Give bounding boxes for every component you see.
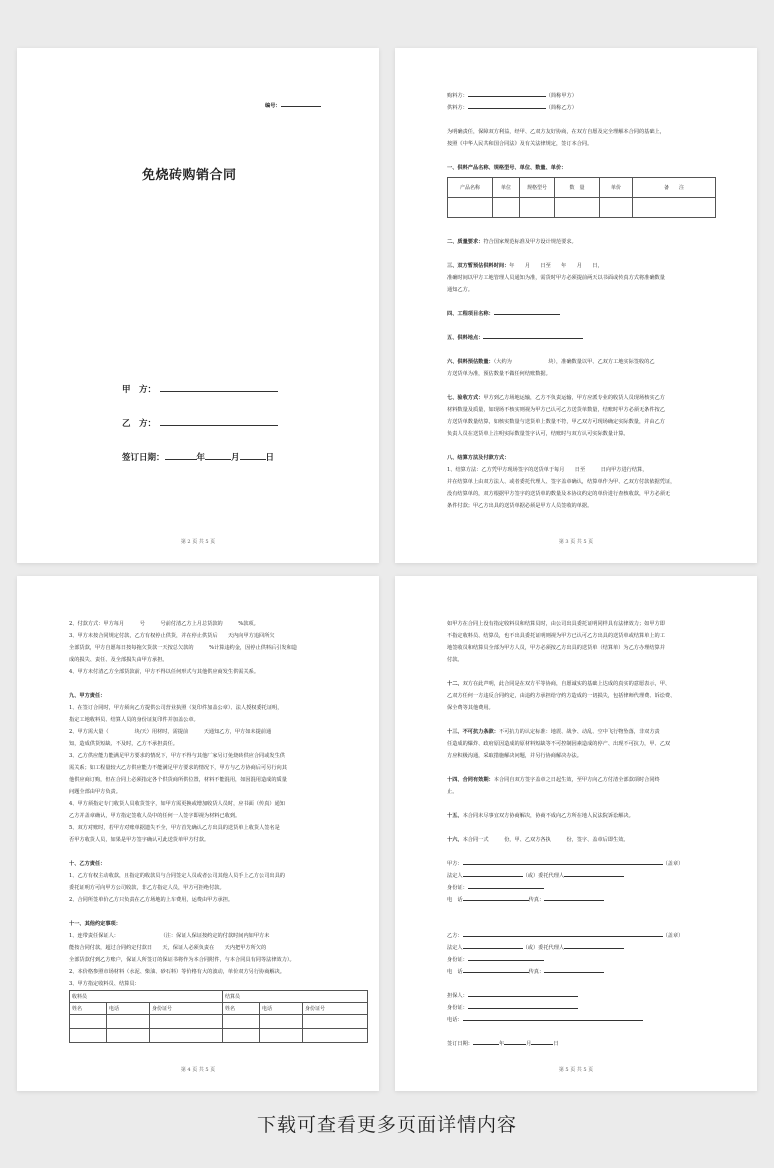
guarantor-id-label: 身份证： [447,1005,468,1011]
sign-a-line [463,858,663,865]
guarantor-id-row [447,1002,578,1014]
section-9-line: 3、乙方供应能力能满足甲方要求的情况下，甲方不得与其他厂家另订免烧砖供应合同或发生供 [69,753,285,759]
section-3-line-3: 通知乙方。 [447,287,473,293]
tel-label: 电 话 [447,897,463,903]
party-b-label: 乙 方： [122,419,157,429]
table-cell [303,1015,368,1029]
guarantor-tel-line [463,1014,643,1021]
party-a-line [160,385,278,392]
month-label: 月 [526,1041,532,1047]
section-9-line: 4、甲方须指定专门收货人员收货签字，如甲方需更换或增加收货人员时，应书面（传真）通知 [69,801,285,807]
table-cell [260,1015,303,1029]
table-header-cell: 备 注 [633,178,716,198]
section-6-line-2: 方送货单为准，预估数量不做任何结账数据。 [447,371,551,377]
section-7 [447,392,665,404]
sign-a-tel [447,894,604,906]
intro-line-1: 为明确责任，保障双方利益，经甲、乙双方友好协商，在双方自愿及完全理解本合同的基础上， [447,129,665,135]
top-line: 付款。 [447,657,463,663]
section-13 [447,726,660,738]
sign-b-party [447,930,683,942]
id-line [468,882,544,889]
section-6-heading: 六、供料预估数量： [447,359,494,365]
section-12-line: 保全费等其他费用。 [447,705,494,711]
tel-label: 电 话 [447,969,463,975]
table-cell [70,1015,107,1029]
section-9-line: 5、双方对账时，若甲方对账单据遗失不全，甲方首先确认乙方出具的送货单上收货人签名是 [69,825,280,831]
agent-label: （或）委托代理人 [522,945,565,951]
party-a-label: 甲 方： [122,385,157,395]
section-6 [447,356,655,368]
col-phone: 电话 [107,1003,150,1015]
section-9-line: 否甲方收货人员，如果是甲方签字确认可此送货单甲方付款。 [69,837,210,843]
product-table [447,177,716,218]
party-a-row [122,383,278,395]
section-4 [447,308,560,320]
section-9-heading: 九、甲方责任： [69,693,106,699]
year-label: 年 [498,1041,505,1047]
section-9-line: 问题全部由甲方负责。 [69,789,121,795]
section-9-line: 1、在签订合同时，甲方须向乙方提供公司营业执照（复印件加盖公章）、法人授权委托证明， [69,705,283,711]
page-number: 第 3 页 共 5 页 [558,539,594,545]
table-cell [555,198,600,218]
section-12-heading: 十二、 [447,681,463,687]
table-cell [600,198,633,218]
table-header-cell: 产品名称 [448,178,493,198]
guarantor-tel-label: 电话： [447,1017,463,1023]
section-6-text: （大约为 块），准确数量以甲、乙双方工地实际签收的乙 [493,359,655,365]
agent-line [564,870,624,877]
agent-label: （或）委托代理人 [522,873,565,879]
page-title: 免烧砖购销合同 [142,168,237,183]
supplier-row [447,102,577,114]
sign-b-line [463,930,663,937]
section-11-line: 3、甲方指定收料员、结算员： [69,981,140,987]
legal-label: 法定人 [447,945,463,951]
guarantor-tel-row [447,1014,643,1026]
section-3 [447,260,603,272]
id-line [468,954,544,961]
table-cell [150,1029,223,1043]
section-4-heading: 四、工程项目名称： [447,311,494,317]
section-15 [447,810,634,822]
month-line [205,453,231,460]
page-terms-2 [17,576,379,1091]
table-cell [303,1029,368,1043]
section-13-heading: 十三、不可抗力条款： [447,729,499,735]
payment-line: 2、付款方式：甲方每月 号 号前付清乙方上月总货款的 %款项。 [69,621,259,627]
fax-label: 传真： [528,897,545,903]
top-line: 地签收员和结算员全部为甲方人员，甲方必须按乙方出具的送货单（结算单）为乙方办理结算并 [447,645,665,651]
section-5 [447,332,583,344]
supplier-abbr: （简称乙方） [545,105,577,111]
buyer-row [447,90,577,102]
table-cell [223,1015,260,1029]
section-10-line: 2、合同所签单价乙方只负责在乙方场地的上车费用，运费由甲方承担。 [69,897,234,903]
table-header-cell: 规格型号 [520,178,555,198]
sign-date-label: 签订日期： [447,1041,473,1047]
contract-number-row [265,100,321,112]
page-cover [17,48,379,563]
section-11-line: 2、本价格参照市场材料（水泥、柴油、砂石料）等价格有大的波动，单价双方另行协商解决。 [69,969,285,975]
col-id: 身份证号 [150,1003,223,1015]
section-14-line: 止。 [447,789,458,795]
section-13-line: 方应积极沟通，采取措施解决问题，并另行协商解决办法。 [447,753,582,759]
page-number: 第 2 页 共 5 页 [180,539,216,545]
sign-b-id [447,954,544,966]
section-9-line: 他供应商订购，但在合同上必须指定各个供货商所供位置，材料不能混用，如因混用造成的质量 [69,777,287,783]
guarantor-row [447,990,578,1002]
payment-line: 3、甲方未按合同规定付款，乙方有权停止供货，并在停止供货后 天内向甲方追回所欠 [69,633,275,639]
col-phone: 电话 [260,1003,303,1015]
day-label: 日 [265,453,275,463]
section-7-heading: 七、验收方式： [447,395,484,401]
sign-b-legal [447,942,624,954]
sign-a-seal: （盖章） [662,861,684,867]
page-number: 第 5 页 共 5 页 [558,1067,594,1073]
section-8-line: 1、结算方法：乙方凭甲方现场签字的送货单于每月 日至 日向甲方进行结算， [447,467,648,473]
legal-line [463,942,523,949]
section-3-text: 年 月 日至 年 月 日， [509,263,603,269]
location-line [483,332,583,339]
id-label: 身份证： [447,957,468,963]
sign-date-row [447,1038,559,1050]
table-cell [223,1029,260,1043]
section-10-heading: 十、乙方责任： [69,861,106,867]
section-15-text: 本合同未尽事宜双方协商解决，协商不成向乙方所在地人民法院诉讼解决。 [462,813,634,819]
section-12-line: 乙双方任何一方违反合同约定，由违约方承担给守约方造成的一切损失，包括律师代理费、诉讼费、 [447,693,676,699]
section-7-line: 方送货单数量结算，如核实数量与送货单上数量不符，甲乙双方可现场确定实际数量，并由乙方 [447,419,665,425]
year-label: 年 [196,453,206,463]
table-cell [107,1015,150,1029]
section-9-line: 指定工地收料员、结算人员的身份证复印件并加盖公章。 [69,717,199,723]
section-10-line: 1、乙方有权主动收款，且指定的收款员与合同签定人员或者公司其他人员手上乙方公司出具的 [69,873,285,879]
section-3-line-2: 准确时间以甲方工地管理人员通知为准，需货时甲方必须提前两天以书面或传真方式将准确数量 [447,275,665,281]
fax-line [544,966,604,973]
page-terms-3 [395,576,757,1091]
section-13-line: 任造成的爆炸、政府原因造成的原材料短缺等不可控制因素造成的停产、出现不可抗力，甲、乙双 [447,741,671,747]
day-line [531,1038,553,1045]
section-16-heading: 十六、 [447,837,463,843]
table-header-cell: 单价 [600,178,633,198]
sign-b-label: 乙方： [447,933,463,939]
section-5-heading: 五、供料地点： [447,335,484,341]
section-9-line: 乙方并盖章确认，甲方指定签收人员中的任何一人签字即视为材料已收到。 [69,813,241,819]
tel-line [463,966,529,973]
month-label: 月 [231,453,240,463]
guarantor-id-line [468,1002,578,1009]
section-16-text: 本合同一式 份，甲、乙双方各执 份，签字、盖章后即生效。 [462,837,629,843]
sign-a-id [447,882,544,894]
col-name: 姓名 [70,1003,107,1015]
buyer-abbr: （简称甲方） [545,93,577,99]
section-7-line: 材料数量及质量，如现场不核实则视为甲方已认可乙方送货单数量，结账时甲方必须无条件按乙 [447,407,665,413]
section-14-text: 本合同自双方签字盖章之日起生效，至甲方向乙方付清全部款项时合同终 [493,777,660,783]
section-9-line: 2、甲方需大量（ 块/天）用材时，需提前 天通知乙方，甲方如未提前通 [69,729,272,735]
section-10-line: 委托证明方可向甲方公司收款，非乙方指定人员，甲方可拒绝付款。 [69,885,225,891]
receiver-header: 收料员 [70,991,223,1003]
table-cell [260,1029,303,1043]
agent-line [564,942,624,949]
table-cell [520,198,555,218]
intro-line-2: 按照《中华人民共和国合同法》及有关法律规定，签订本合同。 [447,141,593,147]
contract-number-line [281,100,321,107]
table-cell [150,1015,223,1029]
party-b-line [160,419,278,426]
section-9-line: 需关系；如工程量较大乙方供应能力不能满足甲方要求的情况下，甲方与乙方协商后可另行向其 [69,765,287,771]
section-14 [447,774,660,786]
sign-a-label: 甲方： [447,861,463,867]
page-number: 第 4 页 共 5 页 [180,1067,216,1073]
sign-date-label: 签订日期： [122,453,165,463]
table-cell [493,198,520,218]
supplier-label: 供料方： [447,105,468,111]
table-cell [448,198,493,218]
top-line: 如甲方在合同上没有指定收料员和结算员时，由公司出具委托证明同样具有法律效力；如甲方即 [447,621,665,627]
table-header-cell: 单位 [493,178,520,198]
year-line [165,453,197,460]
col-id: 身份证号 [303,1003,368,1015]
section-11-heading: 十一、其他约定事项： [69,921,121,927]
section-8-line: 条件付款；甲乙方出具的送货单据必须是甲方人员签收的单据。 [447,503,593,509]
id-label: 身份证： [447,885,468,891]
contract-number-label: 编号： [265,103,281,109]
staff-table [69,990,368,1043]
section-11-line: 1、连带责任保证人： （注：保证人保证按约定的付款时间内如甲方未 [69,933,270,939]
day-label: 日 [553,1041,559,1047]
sign-b-seal: （盖章） [662,933,684,939]
sign-date-row [122,451,274,463]
buyer-label: 购料方： [447,93,468,99]
section-12 [447,678,670,690]
payment-line: 4、甲方未付清乙方全部货款前，甲方不得以任何形式与其他供应商发生供需关系。 [69,669,260,675]
payment-line: 全部货款，甲方自愿每日按每拖欠货款一天按总欠款的 %计算违约金，因停止供料后引发和造 [69,645,297,651]
guarantor-label: 担保人： [447,993,468,999]
payment-line: 成的损失、责任、及全部损失由甲方承担。 [69,657,168,663]
tel-line [463,894,529,901]
project-name-line [494,308,560,315]
legal-line [463,870,523,877]
section-7-text: 甲方到乙方场地运输，乙方不负责运输，甲方应派专业的收货人员现场核实乙方 [483,395,665,401]
buyer-line [468,90,546,97]
section-2 [447,236,577,248]
settler-header: 结算员 [223,991,368,1003]
month-line [504,1038,526,1045]
section-2-heading: 二、质量要求： [447,239,484,245]
section-7-line: 负责人员在送货单上注明实际数量签字认可，结账时与双方认可实际数量计算。 [447,431,629,437]
sign-b-tel [447,966,604,978]
section-8-line: 并在结算单上由双方法人、或者委托代理人、签字盖章确认，结算单作为甲、乙双方付款依据凭证， [447,479,676,485]
section-8-line: 没有结算单的，双方根据甲方签字的送货单的数量及本协议约定的单价进行查核收款，甲方必须无 [447,491,671,497]
section-14-heading: 十四、合同有效期： [447,777,494,783]
table-cell [633,198,716,218]
section-16 [447,834,629,846]
table-cell [107,1029,150,1043]
top-line: 不指定收料员、结算员，也不出具委托证明则视为甲方已认可乙方出具的送货单或结算单上的工 [447,633,665,639]
sign-a-legal [447,870,624,882]
section-13-text: 不可抗力的认定标准：地震、战争、动乱、空中飞行物坠落，非双方责 [498,729,660,735]
section-2-text: 符合国家规范标准及甲方设计规范要求。 [483,239,577,245]
section-12-text: 双方在此声明，此合同是在双方平等协商，自愿诚实的基础上达成的真实的意愿表示，甲、 [462,681,671,687]
legal-label: 法定人 [447,873,463,879]
fax-label: 传真： [528,969,545,975]
section-11-line: 能按合同付款，超过合同约定付款日 天，保证人必须负责在 天内把甲方所欠的 [69,945,267,951]
table-header-cell: 数 量 [555,178,600,198]
section-8-heading: 八、结算方法及付款方式： [447,455,510,461]
page-terms-1 [395,48,757,563]
section-3-heading: 三、双方暂预估供料时间： [447,263,510,269]
section-15-heading: 十五、 [447,813,463,819]
section-11-line: 全部货款付到乙方账户，保证人所签订的保证书将作为本合同附件，与本合同具有同等法律效力）。 [69,957,295,963]
fax-line [544,894,604,901]
col-name: 姓名 [223,1003,260,1015]
day-line [240,453,266,460]
section-9-line: 知，造成供货短缺、不及时，乙方不承担责任。 [69,741,178,747]
year-line [473,1038,499,1045]
table-cell [70,1029,107,1043]
sign-a-party [447,858,683,870]
supplier-line [468,102,546,109]
guarantor-line [468,990,578,997]
download-more-caption: 下载可查看更多页面详情内容 [256,1114,517,1136]
party-b-row [122,417,278,429]
section-1-heading: 一、供料产品名称、规格型号、单位、数量、单价： [447,165,567,171]
